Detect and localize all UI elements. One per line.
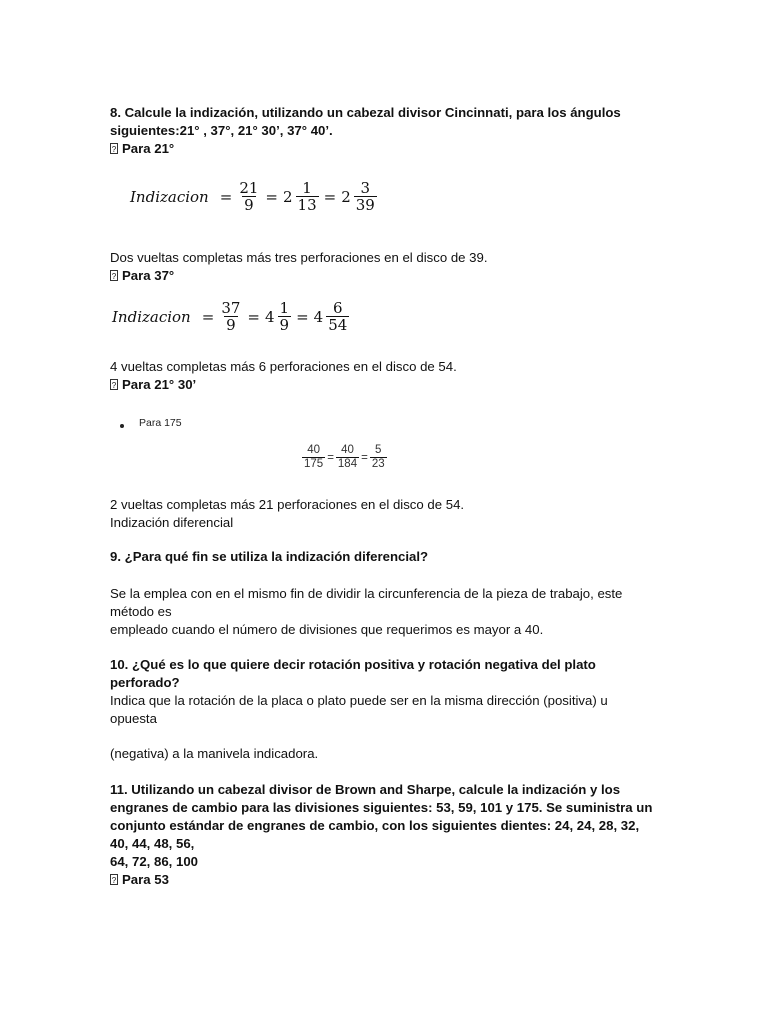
- bullet-icon: [120, 424, 124, 428]
- bullet-para-175: Para 175: [139, 417, 182, 429]
- fraction: [370, 444, 387, 471]
- fraction: [336, 444, 359, 471]
- q8-result-37: 4 vueltas completas más 6 perforaciones en el disco de 54.: [110, 359, 457, 374]
- numerator: 21: [239, 179, 259, 197]
- whole-number: 4: [264, 307, 275, 326]
- denominator: 39: [355, 196, 375, 214]
- equals-sign: =: [327, 451, 334, 464]
- q10-title-line2: perforado?: [110, 675, 180, 690]
- fraction: [302, 444, 325, 471]
- denominator: 175: [304, 458, 324, 470]
- denominator: 9: [244, 196, 254, 214]
- numerator: 40: [341, 444, 354, 456]
- q8-case-37: [110, 267, 174, 284]
- whole-number: 4: [313, 307, 324, 326]
- formula-word: Indizacion: [112, 307, 191, 326]
- q11-title-line2: engranes de cambio para las divisiones siguientes: 53, 59, 101 y 175. Se suministra un: [110, 800, 653, 815]
- denominator: 23: [371, 458, 385, 470]
- numerator: 5: [375, 444, 382, 456]
- q10-answer-line2: opuesta: [110, 711, 157, 726]
- missing-glyph-icon: [110, 874, 118, 885]
- equals-sign: =: [201, 307, 215, 326]
- case-label: Para 53: [122, 872, 169, 887]
- fraction: [237, 180, 260, 213]
- denominator: 9: [226, 316, 236, 334]
- q11-title-line5: 64, 72, 86, 100: [110, 854, 198, 869]
- q10-title-line1: 10. ¿Qué es lo que quiere decir rotación positiva y rotación negativa del plato: [110, 657, 596, 672]
- q8-title-line1: 8. Calcule la indización, utilizando un cabezal divisor Cincinnati, para los ángulos: [110, 105, 621, 120]
- q8-case-21: [110, 140, 174, 157]
- numerator: 6: [332, 299, 343, 317]
- missing-glyph-icon: [110, 379, 118, 390]
- q10-answer-line3: (negativa) a la manivela indicadora.: [110, 746, 319, 761]
- fraction: [326, 300, 349, 333]
- equals-sign: =: [219, 187, 233, 206]
- q11-title-line3: conjunto estándar de engranes de cambio, con los siguientes dientes: 24, 24, 28, 32,: [110, 818, 640, 833]
- q8-case-21-30: [110, 376, 196, 393]
- denominator: 9: [279, 316, 290, 334]
- q9-title: 9. ¿Para qué fin se utiliza la indización diferencial?: [110, 549, 429, 564]
- case-label: Para 37°: [122, 268, 175, 283]
- numerator: 1: [279, 299, 290, 317]
- q9-answer-line2: método es: [110, 604, 172, 619]
- q9-answer-line3: empleado cuando el número de divisiones que requerimos es mayor a 40.: [110, 622, 544, 637]
- q11-case-53: [110, 871, 169, 888]
- q8-result-21: Dos vueltas completas más tres perforaciones en el disco de 39.: [110, 250, 488, 265]
- case-label: Para 21°: [122, 141, 175, 156]
- fraction: [354, 180, 377, 213]
- case-label: Para 21° 30’: [122, 377, 197, 392]
- missing-glyph-icon: [110, 270, 118, 281]
- missing-glyph-icon: [110, 143, 118, 154]
- denominator: 54: [328, 316, 348, 334]
- fraction: [278, 300, 292, 333]
- q8-subheading: Indización diferencial: [110, 515, 234, 530]
- q8-result-175: 2 vueltas completas más 21 perforaciones en el disco de 54.: [110, 497, 465, 512]
- fraction: [219, 300, 242, 333]
- whole-number: 2: [282, 187, 293, 206]
- formula-indizacion-37: [112, 300, 349, 333]
- q9-answer-line1: Se la emplea con en el mismo fin de dividir la circunferencia de la pieza de trabajo, este: [110, 586, 623, 601]
- q10-answer-line1: Indica que la rotación de la placa o plato puede ser en la misma dirección (positiva) u: [110, 693, 608, 708]
- denominator: 184: [337, 458, 358, 470]
- numerator: 1: [302, 179, 312, 197]
- formula-word: Indizacion: [130, 187, 209, 206]
- denominator: 13: [297, 196, 317, 214]
- numerator: 37: [221, 299, 241, 317]
- whole-number: 2: [341, 187, 351, 206]
- numerator: 40: [307, 444, 320, 456]
- numerator: 3: [360, 179, 371, 197]
- equals-sign: =: [323, 187, 337, 206]
- equals-sign: =: [265, 187, 278, 206]
- q11-title-line4: 40, 44, 48, 56,: [110, 836, 195, 851]
- equals-sign: =: [361, 451, 368, 464]
- q11-title-line1: 11. Utilizando un cabezal divisor de Brown and Sharpe, calcule la indización y los: [110, 782, 621, 797]
- formula-175: [302, 444, 387, 471]
- formula-indizacion-21: [130, 180, 377, 213]
- equals-sign: =: [296, 307, 309, 326]
- q8-title-line2: siguientes:21° , 37°, 21° 30’, 37° 40’.: [110, 123, 333, 138]
- equals-sign: =: [247, 307, 260, 326]
- fraction: [296, 180, 319, 213]
